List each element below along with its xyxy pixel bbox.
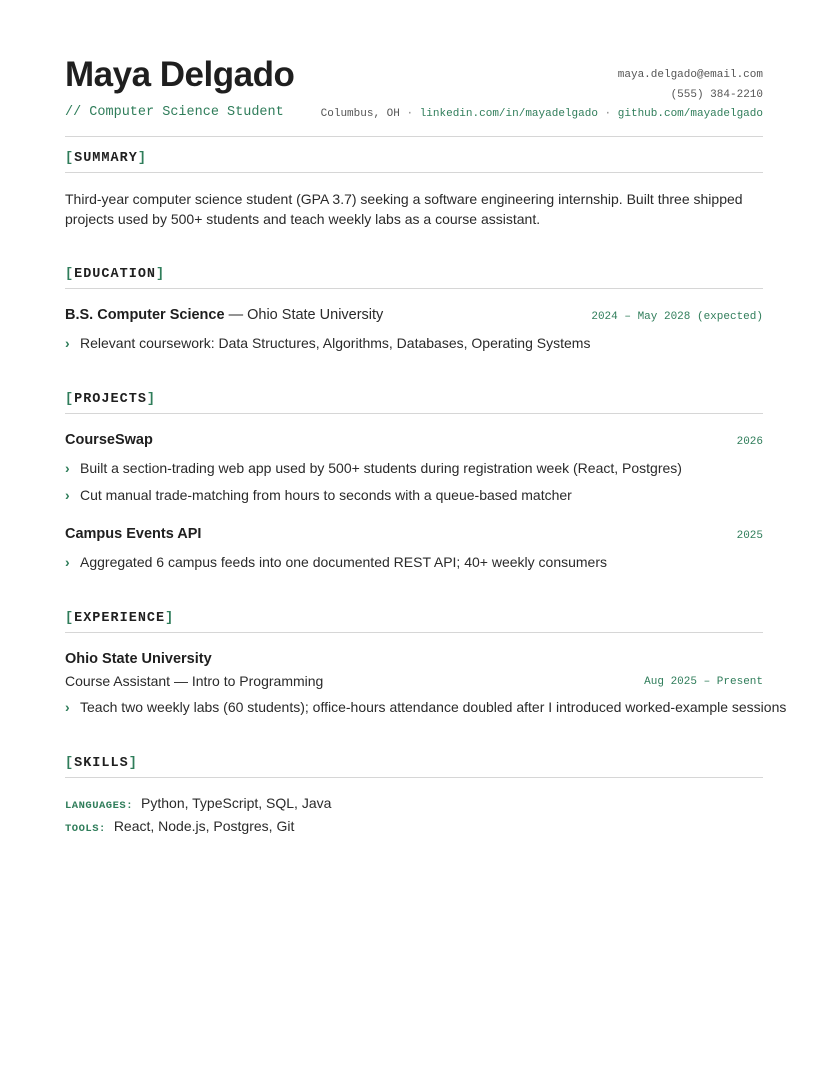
project-title	[65, 431, 153, 449]
project-year: 2025	[736, 530, 763, 542]
list-item	[65, 334, 590, 352]
bracket-close: ]	[137, 151, 147, 166]
degree: B.S. Computer Science	[65, 307, 225, 323]
experience-org	[65, 650, 212, 668]
skill-row-languages	[65, 794, 331, 815]
list-item	[65, 459, 682, 477]
experience-role: Course Assistant — Intro to Programming	[65, 673, 324, 689]
bullet-chevron-icon: ›	[65, 554, 70, 570]
skill-label: TOOLS:	[65, 823, 106, 835]
bullet-text: Aggregated 6 campus feeds into one documented REST API; 40+ weekly consumers	[80, 554, 607, 570]
project-year: 2026	[736, 436, 763, 448]
bracket-open: [	[65, 392, 75, 407]
school-name: Ohio State University	[247, 307, 384, 323]
bracket-open: [	[65, 756, 75, 771]
resume-page	[65, 0, 787, 835]
skill-values: Python, TypeScript, SQL, Java	[141, 795, 332, 811]
bullet-text: Teach two weekly labs (60 students); office-hours attendance doubled after I introduced worked-example sessions	[80, 699, 787, 715]
bracket-close: ]	[128, 756, 138, 771]
bullet-text: Cut manual trade-matching from hours to seconds with a queue-based matcher	[80, 487, 572, 503]
bullet-chevron-icon: ›	[65, 335, 70, 351]
education-entry-title	[65, 306, 383, 324]
separator: ·	[604, 108, 612, 120]
section-heading-label: EXPERIENCE	[74, 611, 166, 626]
linkedin-link[interactable]: linkedin.com/in/mayadelgado	[419, 108, 598, 120]
project-title	[65, 525, 201, 543]
experience-dates: Aug 2025 – Present	[644, 676, 763, 688]
location: Columbus, OH	[320, 108, 400, 120]
section-heading-skills	[65, 755, 763, 778]
project-name: Campus Events API	[65, 526, 202, 542]
bullet-text: Built a section-trading web app used by 500+ students during registration week (React, Postgres)	[80, 460, 682, 476]
contact-line-links	[321, 105, 763, 125]
project-name: CourseSwap	[65, 432, 153, 448]
title-dash: —	[228, 307, 244, 323]
separator: ·	[406, 108, 414, 120]
section-heading-label: SUMMARY	[74, 151, 138, 166]
bracket-close: ]	[165, 611, 175, 626]
bracket-open: [	[65, 611, 75, 626]
bullet-text: Relevant coursework: Data Structures, Algorithms, Databases, Operating Systems	[80, 335, 591, 351]
section-heading-experience	[65, 610, 763, 633]
section-heading-label: PROJECTS	[74, 392, 147, 407]
section-heading-summary	[65, 150, 763, 173]
bullet-chevron-icon: ›	[65, 487, 70, 503]
contact-info	[321, 66, 763, 125]
section-heading-label: SKILLS	[74, 756, 129, 771]
section-heading-projects	[65, 391, 763, 414]
github-link[interactable]: github.com/mayadelgado	[617, 108, 763, 120]
bracket-open: [	[65, 151, 75, 166]
skill-values: React, Node.js, Postgres, Git	[113, 818, 295, 834]
bullet-chevron-icon: ›	[65, 460, 70, 476]
candidate-name: Maya Delgado	[65, 55, 295, 94]
list-item	[65, 698, 786, 716]
education-dates: 2024 – May 2028 (expected)	[591, 311, 763, 323]
bracket-open: [	[65, 267, 75, 282]
resume-header	[65, 0, 763, 137]
summary-text: Third-year computer science student (GPA 3.7) seeking a software engineering internship. Built three shipped projects used by 500+ students and teach weekly labs as a course assistant.	[65, 191, 743, 227]
skill-row-tools	[65, 817, 294, 838]
list-item	[65, 486, 572, 504]
list-item	[65, 553, 607, 571]
section-heading-label: EDUCATION	[74, 267, 157, 282]
bracket-close: ]	[146, 392, 157, 407]
bullet-chevron-icon: ›	[65, 699, 70, 715]
section-heading-education	[65, 266, 763, 289]
phone-number: (555) 384-2210	[670, 88, 763, 101]
candidate-tagline: // Computer Science Student	[65, 105, 284, 120]
skill-label: LANGUAGES:	[65, 800, 134, 812]
org-name: Ohio State University	[65, 651, 212, 667]
bracket-close: ]	[156, 267, 166, 282]
email-link[interactable]: maya.delgado@email.com	[617, 69, 763, 81]
